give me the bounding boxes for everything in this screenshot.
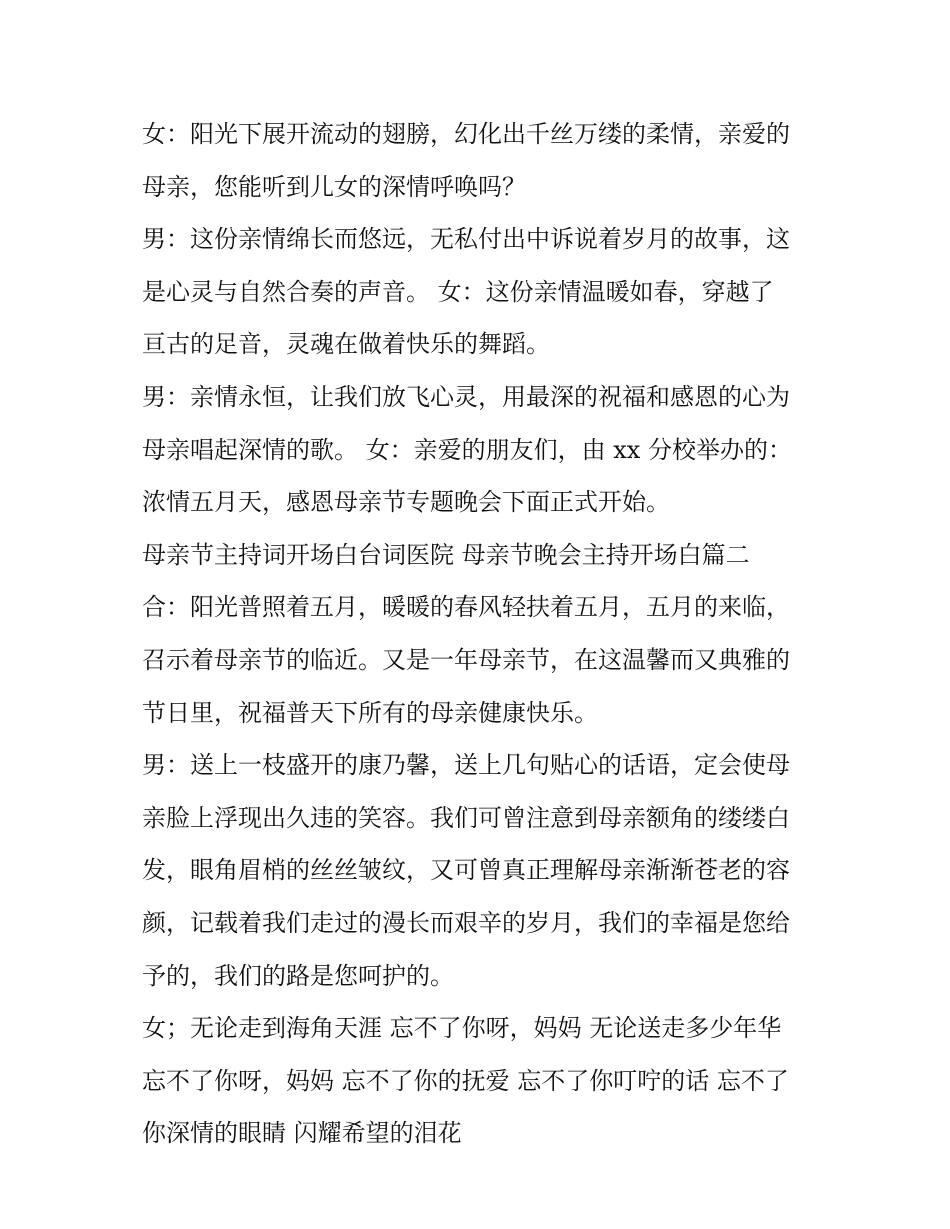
text-line: 予的，我们的路是您呵护的。 [142, 961, 454, 990]
text-line: 女；无论走到海角天涯 忘不了你呀，妈妈 无论送走多少年华 [142, 1014, 782, 1043]
text-line: 发，眼角眉梢的丝丝皱纹，又可曾真正理解母亲渐渐苍老的容 [142, 856, 790, 885]
text-line: 你深情的眼睛 闪耀希望的泪花 [142, 1119, 462, 1148]
document-body [142, 108, 822, 1160]
text-line: 亲脸上浮现出久违的笑容。我们可曾注意到母亲额角的缕缕白 [142, 803, 790, 832]
text-line: 召示着母亲节的临近。又是一年母亲节，在这温馨而又典雅的 [142, 645, 790, 674]
text-line: 节日里，祝福普天下所有的母亲健康快乐。 [142, 698, 598, 727]
text-line: 男：这份亲情绵长而悠远，无私付出中诉说着岁月的故事，这 [142, 225, 790, 254]
text-line: 男：亲情永恒，让我们放飞心灵，用最深的祝福和感恩的心为 [142, 382, 790, 411]
text-line: 母亲节主持词开场白台词医院 母亲节晚会主持开场白篇二 [142, 540, 750, 569]
text-line: 是心灵与自然合奏的声音。 女：这份亲情温暖如春，穿越了 [142, 277, 774, 306]
text-line: 母亲，您能听到儿女的深情呼唤吗？ [142, 172, 526, 201]
text-line: 母亲唱起深情的歌。 女：亲爱的朋友们，由 xx 分校举办的： [142, 435, 792, 464]
text-line: 颜，记载着我们走过的漫长而艰辛的岁月，我们的幸福是您给 [142, 908, 790, 937]
text-line: 亘古的足音，灵魂在做着快乐的舞蹈。 [142, 330, 550, 359]
text-line: 男：送上一枝盛开的康乃馨，送上几句贴心的话语，定会使母 [142, 751, 790, 780]
text-line: 女：阳光下展开流动的翅膀，幻化出千丝万缕的柔情，亲爱的 [142, 120, 790, 148]
text-line: 合：阳光普照着五月，暖暖的春风轻扶着五月，五月的来临， [142, 593, 790, 622]
text-line: 浓情五月天，感恩母亲节专题晚会下面正式开始。 [142, 488, 670, 517]
text-line: 忘不了你呀，妈妈 忘不了你的抚爱 忘不了你叮咛的话 忘不了 [142, 1066, 789, 1095]
